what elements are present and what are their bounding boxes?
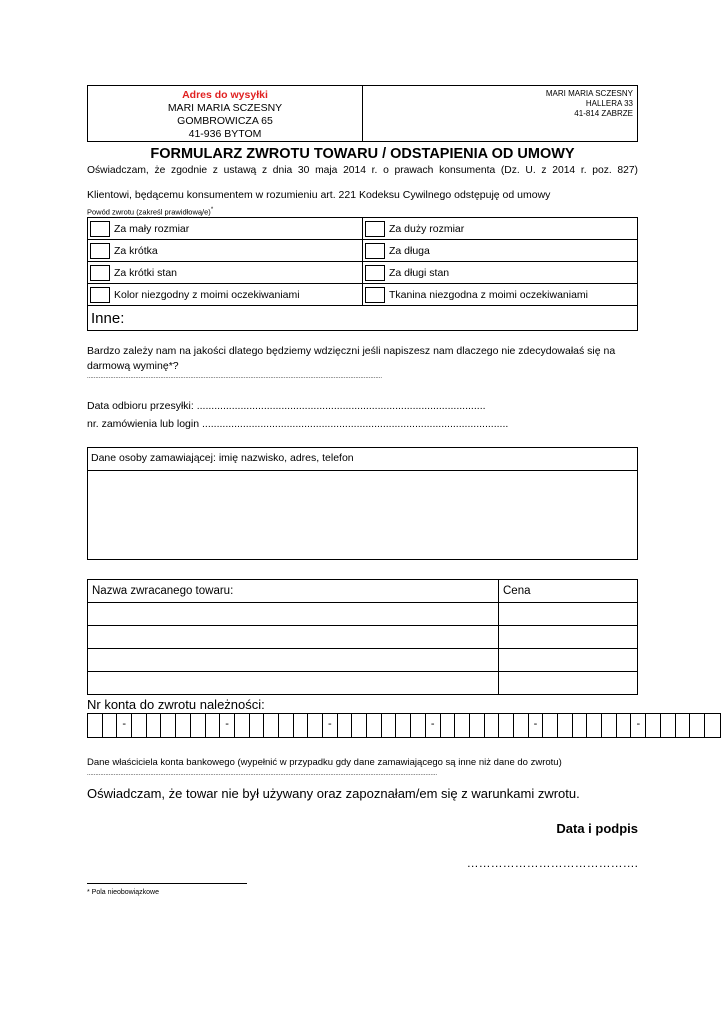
reason-option[interactable] bbox=[88, 284, 363, 306]
account-digit-cell[interactable] bbox=[161, 714, 176, 737]
account-digit-cell[interactable] bbox=[264, 714, 279, 737]
account-digit-cell[interactable] bbox=[191, 714, 206, 737]
account-digit-cell[interactable] bbox=[485, 714, 500, 737]
account-digit-cell[interactable] bbox=[661, 714, 676, 737]
other-reason-field[interactable] bbox=[88, 306, 638, 331]
account-digit-cell[interactable] bbox=[396, 714, 411, 737]
reason-option[interactable] bbox=[363, 262, 638, 284]
account-separator-cell: - bbox=[323, 714, 338, 737]
footnote: * Pola nieobowiązkowe bbox=[87, 889, 159, 896]
account-digit-cell[interactable] bbox=[103, 714, 118, 737]
account-digit-cell[interactable] bbox=[676, 714, 691, 737]
product-row bbox=[88, 672, 638, 695]
account-digit-cell[interactable] bbox=[558, 714, 573, 737]
reason-checkbox[interactable] bbox=[365, 265, 385, 281]
reason-checkbox[interactable] bbox=[90, 243, 110, 259]
account-digit-cell[interactable] bbox=[235, 714, 250, 737]
pickup-date-field[interactable]: Data odbioru przesyłki: ................................................................................................... bbox=[87, 400, 486, 412]
reason-label: Za mały rozmiar bbox=[114, 222, 190, 235]
account-digit-cell[interactable] bbox=[602, 714, 617, 737]
account-digit-cell[interactable] bbox=[176, 714, 191, 737]
account-digit-cell[interactable] bbox=[382, 714, 397, 737]
sender-address-line: 41-814 ZABRZE bbox=[574, 109, 633, 118]
product-row bbox=[88, 603, 638, 626]
product-row bbox=[88, 649, 638, 672]
reason-caption-mark: * bbox=[210, 207, 214, 213]
reason-checkbox[interactable] bbox=[365, 221, 385, 237]
reason-label: Za długa bbox=[389, 244, 430, 257]
account-digit-cell[interactable] bbox=[543, 714, 558, 737]
account-separator-cell: - bbox=[426, 714, 441, 737]
signature-line[interactable]: ……………………………………. bbox=[466, 856, 638, 870]
sender-address-line: HALLERA 33 bbox=[585, 99, 633, 108]
account-digit-cell[interactable] bbox=[646, 714, 661, 737]
reason-label: Kolor niezgodny z moimi oczekiwaniami bbox=[114, 288, 300, 301]
account-number-grid[interactable] bbox=[87, 713, 721, 738]
product-price-cell[interactable] bbox=[499, 649, 638, 672]
reason-checkbox[interactable] bbox=[90, 265, 110, 281]
reason-option[interactable] bbox=[363, 240, 638, 262]
reason-option[interactable] bbox=[88, 240, 363, 262]
account-digit-cell[interactable] bbox=[470, 714, 485, 737]
reason-row bbox=[88, 240, 638, 262]
products-header-row bbox=[88, 580, 638, 603]
account-separator-cell: - bbox=[117, 714, 132, 737]
shipping-address-heading: Adres do wysyłki bbox=[182, 89, 268, 101]
reason-option[interactable] bbox=[363, 284, 638, 306]
product-price-header: Cena bbox=[499, 580, 638, 603]
account-digit-cell[interactable] bbox=[690, 714, 705, 737]
reasons-table bbox=[87, 217, 638, 331]
customer-data-label: Dane osoby zamawiającej: imię nazwisko, adres, telefon bbox=[88, 448, 637, 471]
reason-caption-text: Powód zwrotu (zakreśl prawidłową/e) bbox=[87, 207, 211, 217]
account-digit-cell[interactable] bbox=[88, 714, 103, 737]
product-name-header: Nazwa zwracanego towaru: bbox=[88, 580, 499, 603]
account-digit-cell[interactable] bbox=[294, 714, 309, 737]
reason-option[interactable] bbox=[88, 262, 363, 284]
account-digit-cell[interactable] bbox=[132, 714, 147, 737]
account-separator-cell: - bbox=[220, 714, 235, 737]
account-digit-cell[interactable] bbox=[441, 714, 456, 737]
reason-row bbox=[88, 218, 638, 240]
order-number-field[interactable]: nr. zamówienia lub login ......................................................................................................... bbox=[87, 418, 509, 430]
reason-option[interactable] bbox=[363, 218, 638, 240]
feedback-dotted-line[interactable]: ................................................................................................................................................................................. bbox=[87, 374, 383, 380]
account-label: Nr konta do zwrotu należności: bbox=[87, 697, 265, 712]
owner-note: Dane właściciela konta bankowego (wypełnić w przypadku gdy dane zamawiającego są inne niż dane do zwrotu) bbox=[87, 757, 562, 768]
account-digit-cell[interactable] bbox=[455, 714, 470, 737]
sender-address bbox=[546, 89, 633, 119]
sender-address-line: MARI MARIA SCZESNY bbox=[545, 89, 633, 98]
shipping-address-line: GOMBROWICZA 65 bbox=[177, 115, 273, 127]
reason-option[interactable] bbox=[88, 218, 363, 240]
other-reason-row bbox=[88, 306, 638, 331]
reason-checkbox[interactable] bbox=[365, 243, 385, 259]
date-signature-label: Data i podpis bbox=[556, 821, 638, 836]
account-separator-cell: - bbox=[631, 714, 646, 737]
reason-caption bbox=[87, 207, 213, 217]
reason-label: Za krótka bbox=[114, 244, 158, 257]
product-row bbox=[88, 626, 638, 649]
feedback-question: Bardzo zależy nam na jakości dlatego będziemy wdzięczni jeśli napiszesz nam dlaczego nie zdecydowałaś się na darmową wyminę*? bbox=[87, 345, 616, 372]
reason-row bbox=[88, 284, 638, 306]
product-price-cell[interactable] bbox=[499, 603, 638, 626]
product-name-cell[interactable] bbox=[88, 603, 499, 626]
reason-label: Za długi stan bbox=[389, 266, 450, 279]
account-digit-cell[interactable] bbox=[279, 714, 294, 737]
account-digit-cell[interactable] bbox=[514, 714, 529, 737]
account-digit-cell[interactable] bbox=[147, 714, 162, 737]
account-digit-cell[interactable] bbox=[617, 714, 632, 737]
product-name-cell[interactable] bbox=[88, 649, 499, 672]
products-table bbox=[87, 579, 638, 695]
account-digit-cell[interactable] bbox=[352, 714, 367, 737]
declaration: Oświadczam, że towar nie był używany oraz zapoznałam/em się z warunkami zwrotu. bbox=[87, 786, 580, 801]
account-digit-cell[interactable] bbox=[206, 714, 221, 737]
account-digit-cell[interactable] bbox=[338, 714, 353, 737]
account-digit-cell[interactable] bbox=[499, 714, 514, 737]
reason-checkbox[interactable] bbox=[365, 287, 385, 303]
address-box bbox=[87, 85, 638, 142]
account-digit-cell[interactable] bbox=[705, 714, 720, 737]
account-digit-cell[interactable] bbox=[250, 714, 265, 737]
reason-label: Za duży rozmiar bbox=[389, 222, 465, 235]
reason-checkbox[interactable] bbox=[90, 287, 110, 303]
reason-label: Za krótki stan bbox=[114, 266, 178, 279]
footnote-divider bbox=[87, 883, 247, 884]
product-name-cell[interactable] bbox=[88, 672, 499, 695]
shipping-address-line: MARI MARIA SCZESNY bbox=[167, 102, 283, 114]
product-price-cell[interactable] bbox=[499, 672, 638, 695]
address-divider bbox=[362, 86, 363, 141]
product-price-cell[interactable] bbox=[499, 626, 638, 649]
account-digit-cell[interactable] bbox=[367, 714, 382, 737]
statement-2: Klientowi, będącemu konsumentem w rozumieniu art. 221 Kodeksu Cywilnego odstępuję od umowy bbox=[87, 189, 551, 201]
account-separator-cell: - bbox=[529, 714, 544, 737]
owner-dotted-line[interactable]: .................................................................................................................................................................................................................. bbox=[87, 771, 438, 777]
shipping-address-line: 41-936 BYTOM bbox=[188, 128, 262, 140]
statement-1: Oświadczam, że zgodnie z ustawą z dnia 30 maja 2014 r. o prawach konsumenta (Dz. U. z 2014 r. poz. 827) bbox=[87, 165, 638, 176]
account-digit-cell[interactable] bbox=[573, 714, 588, 737]
customer-data-box[interactable] bbox=[87, 447, 638, 560]
account-digit-cell[interactable] bbox=[308, 714, 323, 737]
form-title: FORMULARZ ZWROTU TOWARU / ODSTAPIENIA OD UMOWY bbox=[150, 146, 575, 162]
product-name-cell[interactable] bbox=[88, 626, 499, 649]
reason-row bbox=[88, 262, 638, 284]
other-reason-label: Inne: bbox=[91, 309, 125, 327]
account-digit-cell[interactable] bbox=[411, 714, 426, 737]
shipping-address bbox=[88, 89, 362, 141]
account-digit-cell[interactable] bbox=[587, 714, 602, 737]
reason-label: Tkanina niezgodna z moimi oczekiwaniami bbox=[389, 288, 589, 301]
reason-checkbox[interactable] bbox=[90, 221, 110, 237]
